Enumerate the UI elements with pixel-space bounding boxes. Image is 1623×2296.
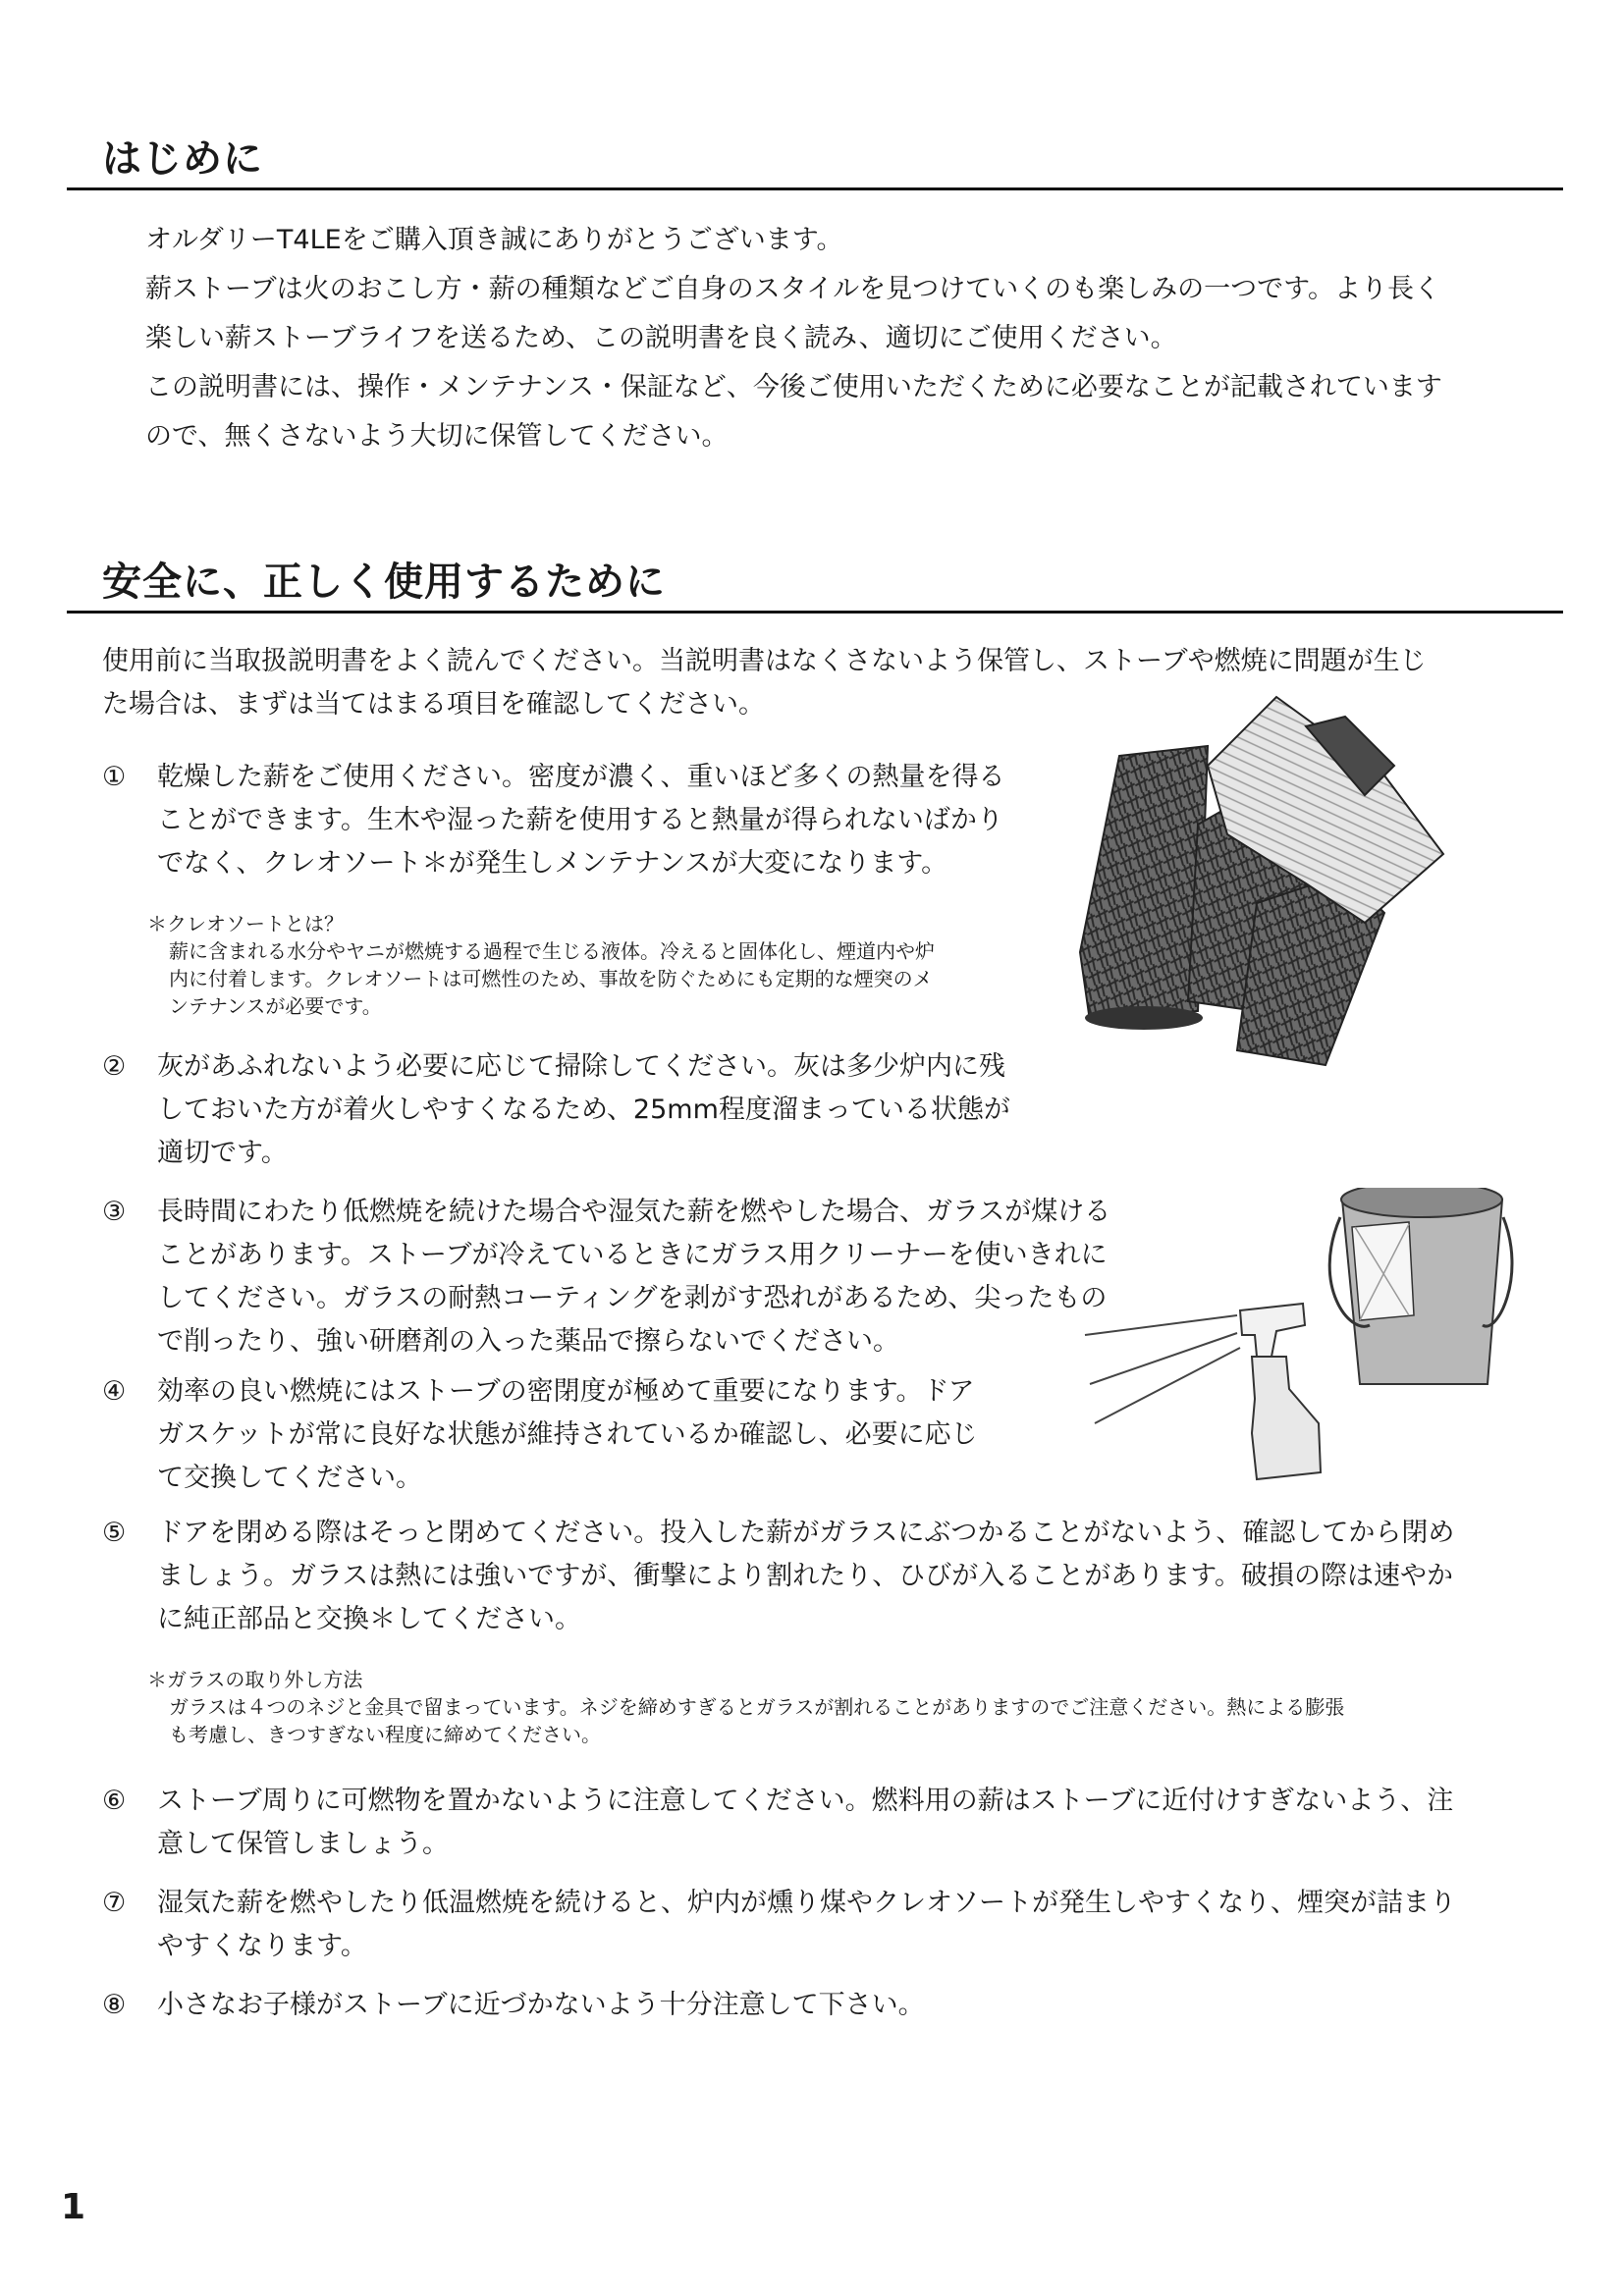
item-number: ④ bbox=[102, 1376, 127, 1407]
item-number: ⑧ bbox=[102, 1990, 127, 2020]
item-line: ガスケットが常に良好な状態が維持されているか確認し、必要に応じ bbox=[157, 1419, 978, 1450]
item-line: でなく、クレオソート＊が発生しメンテナンスが大変になります。 bbox=[157, 848, 948, 879]
item-text bbox=[157, 1984, 925, 2027]
intro-heading: はじめに bbox=[102, 136, 263, 182]
item-line: て交換してください。 bbox=[157, 1463, 422, 1493]
safety-intro-line: た場合は、まずは当てはまる項目を確認してください。 bbox=[102, 689, 765, 720]
item-line: に純正部品と交換＊してください。 bbox=[157, 1604, 581, 1634]
safety-divider bbox=[67, 611, 1563, 614]
item-line: ことができます。生木や湿った薪を使用すると熱量が得られないばかり bbox=[157, 805, 1003, 835]
item-line: しておいた方が着火しやすくなるため、25mm程度溜まっている状態が bbox=[157, 1095, 1010, 1125]
intro-line: 楽しい薪ストーブライフを送るため、この説明書を良く読み、適切にご使用ください。 bbox=[145, 323, 1177, 353]
item-text bbox=[157, 756, 1004, 885]
item-line: 乾燥した薪をご使用ください。密度が濃く、重いほど多くの熱量を得る bbox=[157, 762, 1005, 792]
item-line: 湿気た薪を燃やしたり低温燃焼を続けると、炉内が燻り煤やクレオソートが発生しやすくなり、煙突が詰まり bbox=[157, 1888, 1456, 1918]
note-line: 内に付着します。クレオソートは可燃性のため、事故を防ぐためにも定期的な煙突のメ bbox=[169, 967, 933, 990]
note-line: ガラスは４つのネジと金具で留まっています。ネジを締めすぎるとガラスが割れることがありますのでご注意ください。熱による膨張 bbox=[169, 1695, 1345, 1719]
intro-line: この説明書には、操作・メンテナンス・保証など、今後ご使用いただくために必要なことが記載されています bbox=[145, 372, 1442, 402]
item-line: 効率の良い燃焼にはストーブの密閉度が極めて重要になります。ドア bbox=[157, 1376, 975, 1407]
item-line: ストーブ周りに可燃物を置かないように注意してください。燃料用の薪はストーブに近付けすぎないよう、注 bbox=[157, 1786, 1454, 1816]
safety-intro-line: 使用前に当取扱説明書をよく読んでください。当説明書はなくさないよう保管し、ストーブや燃焼に問題が生じ bbox=[102, 646, 1427, 676]
item-line: 適切です。 bbox=[157, 1138, 288, 1168]
item-line: 長時間にわたり低燃焼を続けた場合や湿気た薪を燃やした場合、ガラスが煤ける bbox=[157, 1197, 1111, 1227]
item-text bbox=[157, 1512, 1454, 1641]
intro-divider bbox=[67, 187, 1563, 190]
item-line: 小さなお子様がストーブに近づかないよう十分注意して下さい。 bbox=[157, 1990, 925, 2020]
item-text bbox=[157, 1882, 1456, 1968]
item-line: で削ったり、強い研磨剤の入った薬品で擦らないでください。 bbox=[157, 1326, 899, 1357]
item-text bbox=[157, 1370, 978, 1500]
item-line: ことがあります。ストーブが冷えているときにガラス用クリーナーを使いきれに bbox=[157, 1240, 1108, 1270]
item-line: 灰があふれないよう必要に応じて掃除してください。灰は多少炉内に残 bbox=[157, 1051, 1005, 1082]
item-line: ましょう。ガラスは熱には強いですが、衝撃により割れたり、ひびが入ることがあります。破損の際は速やか bbox=[157, 1561, 1454, 1591]
item-number: ⑤ bbox=[102, 1518, 127, 1548]
item-line: ドアを閉める際はそっと閉めてください。投入した薪がガラスにぶつかることがないよう、確認してから閉め bbox=[157, 1518, 1455, 1548]
firewood-logs-illustration bbox=[1070, 687, 1502, 1070]
item-number: ③ bbox=[102, 1197, 127, 1227]
glass-note bbox=[147, 1666, 1344, 1748]
item-line: 意して保管しましょう。 bbox=[157, 1829, 449, 1859]
note-line: 薪に含まれる水分やヤニが燃焼する過程で生じる液体。冷えると固体化し、煙道内や炉 bbox=[169, 939, 935, 963]
intro-line: ので、無くさないよう大切に保管してください。 bbox=[145, 421, 729, 452]
item-number: ⑥ bbox=[102, 1786, 127, 1816]
note-title: ＊クレオソートとは？ bbox=[147, 912, 344, 935]
item-text bbox=[157, 1191, 1110, 1363]
safety-heading: 安全に、正しく使用するために bbox=[102, 560, 666, 605]
note-line: も考慮し、きつすぎない程度に締めてください。 bbox=[169, 1723, 601, 1746]
item-number: ② bbox=[102, 1051, 127, 1082]
item-text bbox=[157, 1780, 1453, 1866]
page-number: 1 bbox=[61, 2187, 86, 2227]
bucket-and-spray-bottle-illustration bbox=[1075, 1188, 1527, 1482]
item-line: やすくなります。 bbox=[157, 1931, 367, 1961]
intro-body bbox=[145, 216, 1442, 461]
item-number: ① bbox=[102, 762, 127, 792]
item-line: してください。ガラスの耐熱コーティングを剥がす恐れがあるため、尖ったもの bbox=[157, 1283, 1108, 1313]
item-text bbox=[157, 1045, 1010, 1175]
item-number: ⑦ bbox=[102, 1888, 127, 1918]
creosote-note bbox=[147, 910, 935, 1020]
intro-line: オルダリーT4LEをご購入頂き誠にありがとうございます。 bbox=[145, 225, 843, 255]
note-title: ＊ガラスの取り外し方法 bbox=[147, 1668, 363, 1691]
intro-line: 薪ストーブは火のおこし方・薪の種類などご自身のスタイルを見つけていくのも楽しみの一つです。より長く bbox=[145, 274, 1440, 304]
note-line: ンテナンスが必要です。 bbox=[169, 994, 382, 1018]
